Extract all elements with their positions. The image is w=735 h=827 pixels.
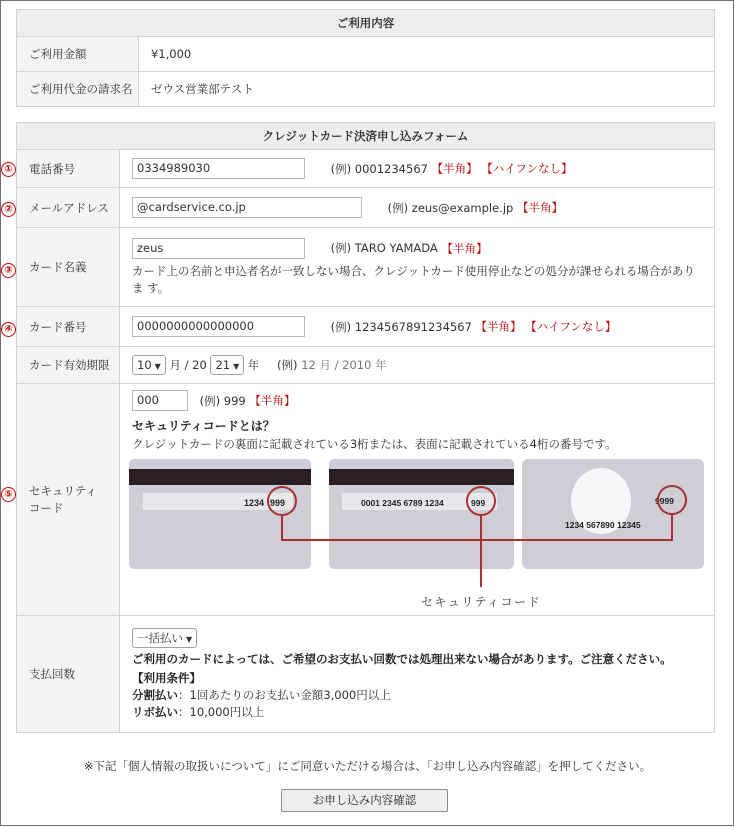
phone-example: (例) 0001234567 xyxy=(330,161,428,176)
marker-4: ④ xyxy=(1,322,16,337)
phone-hint-nohyphen: 【ハイフンなし】 xyxy=(481,161,573,176)
billing-name-label: ご利用代金の請求名 xyxy=(17,72,139,107)
revolving-text: ：10,000円以上 xyxy=(178,704,265,719)
expiry-month-select[interactable] xyxy=(132,355,166,375)
revolving-label: リボ払い xyxy=(132,704,178,719)
marker-3: ③ xyxy=(1,263,16,278)
expiry-year-value: 21 xyxy=(215,358,231,372)
payment-count-select[interactable] xyxy=(132,628,197,648)
card-form-table xyxy=(16,122,715,733)
magnetic-stripe-1 xyxy=(129,469,311,485)
amount-value: ¥1,000 xyxy=(139,37,715,72)
card1-code: 999 xyxy=(270,498,286,508)
form-header: クレジットカード決済申し込みフォーム xyxy=(17,123,715,150)
card3-digits: 1234 567890 12345 xyxy=(565,520,641,530)
chevron-down-icon: ▼ xyxy=(154,362,161,371)
security-code-illustration xyxy=(129,457,711,612)
marker-5: ⑤ xyxy=(1,487,16,502)
email-label: メールアドレス xyxy=(17,188,120,228)
payment-count-value: 一括払い xyxy=(137,630,183,645)
card-name-input[interactable]: zeus xyxy=(132,238,305,259)
email-hint-halfwidth: 【半角】 xyxy=(516,200,563,215)
security-code-caption: セキュリティコード xyxy=(420,595,542,609)
phone-label: 電話番号 xyxy=(17,150,120,188)
magnetic-stripe-2 xyxy=(329,469,514,485)
expiry-year-unit: 年 xyxy=(247,358,260,372)
payment-label: 支払回数 xyxy=(17,616,120,733)
marker-1: ① xyxy=(1,162,16,177)
security-hint-halfwidth: 【半角】 xyxy=(249,393,296,408)
card-number-input[interactable]: 0000000000000000 xyxy=(132,316,305,337)
installment-label: 分割払い xyxy=(132,687,178,702)
expiry-month-unit: 月 / 20 xyxy=(169,358,207,372)
card-number-hint-nohyphen: 【ハイフンなし】 xyxy=(525,319,617,334)
consent-note: ※下記「個人情報の取扱いについて」にご同意いただける場合は、「お申し込み内容確認」を押してください。 xyxy=(83,759,652,773)
expiry-year-select[interactable] xyxy=(210,355,244,375)
card-name-label: カード名義 xyxy=(17,228,120,307)
card-number-example: (例) 1234567891234567 xyxy=(330,319,472,334)
expiry-example-value: 12 月 / 2010 年 xyxy=(301,358,387,372)
usage-header: ご利用内容 xyxy=(17,10,715,37)
billing-name-value: ゼウス営業部テスト xyxy=(139,72,715,107)
card2-digits: 0001 2345 6789 1234 xyxy=(361,498,444,508)
card1-digits: 1234 xyxy=(244,498,265,508)
phone-hint-halfwidth: 【半角】 xyxy=(431,161,478,176)
card-name-note: カード上の名前と申込者名が一致しない場合、クレジットカード使用停止などの処分が課せられる場合がありま す。 xyxy=(132,263,695,295)
phone-input[interactable]: 0334989030 xyxy=(132,158,305,179)
marker-2: ② xyxy=(1,202,16,217)
expiry-label: カード有効期限 xyxy=(17,347,120,384)
card-number-label: カード番号 xyxy=(17,307,120,347)
card-name-example: (例) TARO YAMADA xyxy=(330,241,438,255)
installment-text: ：1回あたりのお支払い金額3,000円以上 xyxy=(178,687,391,702)
security-description: クレジットカードの裏面に記載されている3桁または、表面に記載されている4桁の番号です。 xyxy=(132,437,617,451)
confirm-application-button[interactable]: お申し込み内容確認 xyxy=(281,789,448,812)
expiry-example-prefix: (例) xyxy=(277,358,298,372)
card3-code: 9999 xyxy=(655,496,674,506)
chevron-down-icon: ▼ xyxy=(233,362,240,371)
card-name-hint-halfwidth: 【半角】 xyxy=(441,241,488,255)
usage-table xyxy=(16,9,715,107)
amount-label: ご利用金額 xyxy=(17,37,139,72)
security-code-input[interactable]: 000 xyxy=(132,390,188,411)
security-label-text: セキュリティコード xyxy=(29,483,97,515)
security-label xyxy=(17,384,120,616)
card-number-hint-halfwidth: 【半角】 xyxy=(475,319,522,334)
security-what-title: セキュリティコードとは？ xyxy=(132,419,275,433)
chevron-down-icon: ▼ xyxy=(186,634,193,644)
payment-warning: ご利用のカードによっては、ご希望のお支払い回数では処理出来ない場合があります。ご注意ください。 xyxy=(132,651,672,666)
email-input[interactable]: @cardservice.co.jp xyxy=(132,197,362,218)
email-example: (例) zeus@example.jp xyxy=(387,200,514,215)
expiry-month-value: 10 xyxy=(137,358,152,372)
payment-conditions-title: 【利用条件】 xyxy=(132,670,201,685)
card2-code: 999 xyxy=(471,498,486,508)
security-example: (例) 999 xyxy=(199,393,246,408)
